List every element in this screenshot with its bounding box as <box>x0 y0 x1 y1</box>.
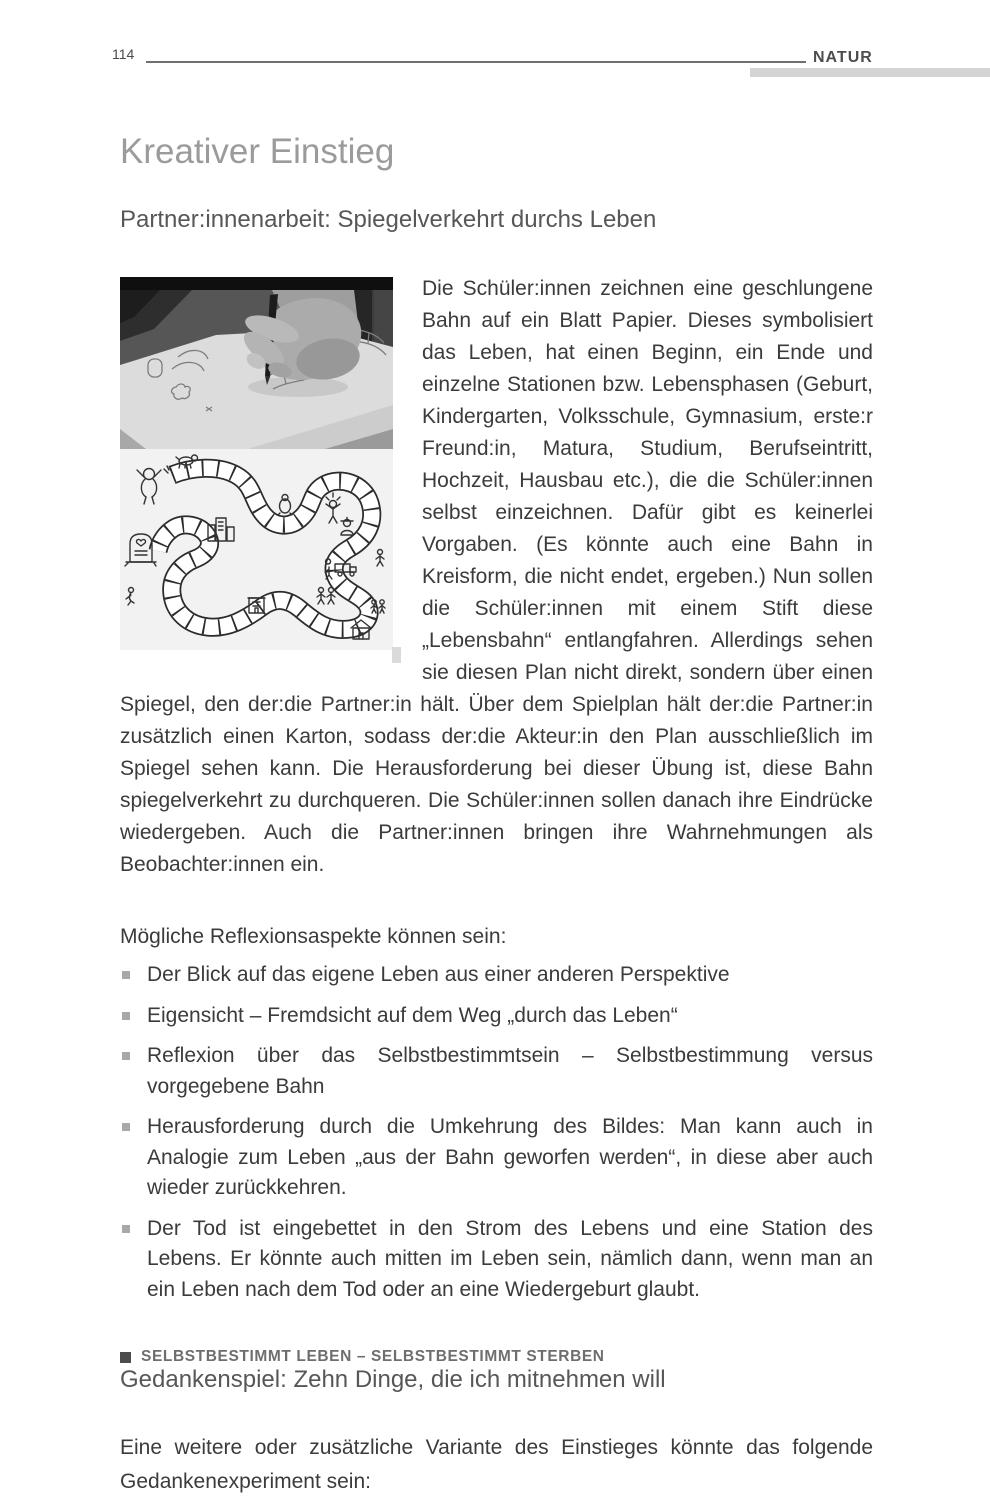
section-heading-2: Gedankenspiel: Zehn Dinge, die ich mitnehmen will <box>120 1366 666 1393</box>
intro-section <box>120 273 873 881</box>
intro-paragraph: Die Schüler:innen zeichnen eine geschlungene Bahn auf ein Blatt Papier. Dieses symbolisiert das Leben, hat einen Beginn, ein Ende und einzelne Stationen bzw. Lebensphasen (Geburt, Kindergarten, Volksschule, Gymnasium, erste:r Freund:in, Matura, Studium, Berufseintritt, Hochzeit, Hausbau etc.), die die Schüler:innen selbst einzeichnen. Dafür gibt es keinerlei Vorgaben. (Es könnte auch eine Bahn in Kreisform, die nicht endet, ergeben.) Nun sollen die Schüler:innen mit einem Stift diese „Lebensbahn“ entlangfahren. Allerdings sehen sie diesen Plan nicht direkt, sondern über einen Spiegel, den der:die Partner:in hält. Über dem Spielplan hält der:die Partner:in zusätzlich einen Karton, sodass der:die Akteur:in den Plan ausschließlich im Spiegel sehen kann. Die Herausforderung bei dieser Übung ist, diese Bahn spiegelverkehrt zu durchqueren. Die Schüler:innen sollen danach ihre Eindrücke wiedergeben. Auch die Partner:innen bringen ihre Wahrnehmungen als Beobachter:innen ein. <box>120 277 873 876</box>
variant-paragraph: Eine weitere oder zusätzliche Variante des Einstieges könnte das folgende Gedankenexperiment sein: <box>120 1436 873 1493</box>
footer-label: SELBSTBESTIMMT LEBEN – SELBSTBESTIMMT STERBEN <box>141 1348 605 1365</box>
page-title: Kreativer Einstieg <box>120 132 395 171</box>
hand-drawing-photo <box>120 277 393 449</box>
list-item: Eigensicht – Fremdsicht auf dem Weg „durch das Leben“ <box>120 1001 873 1032</box>
page-number: 114 <box>112 46 135 62</box>
list-item: Der Tod ist eingebettet in den Strom des Lebens und eine Station des Lebens. Er könnte auch mitten im Leben sein, nämlich dann, wenn man an ein Leben nach dem Tod oder an eine Wiedergeburt glaubt. <box>120 1214 873 1306</box>
page-footer <box>120 1348 605 1366</box>
list-item: Reflexion über das Selbstbestimmtsein – Selbstbestimmung versus vorgegebene Bahn <box>120 1041 873 1102</box>
reflection-intro: Mögliche Reflexionsaspekte können sein: <box>120 925 507 948</box>
reflection-list <box>120 960 873 1305</box>
list-item: Herausforderung durch die Umkehrung des Bildes: Man kann auch in Analogie zum Leben „aus der Bahn geworfen werden“, in diese aber auch wieder zurückkehren. <box>120 1112 873 1204</box>
figure-edge-tab <box>392 647 401 663</box>
section-heading: Partner:innenarbeit: Spiegelverkehrt durchs Leben <box>120 206 657 233</box>
life-path-illustration <box>120 449 393 650</box>
list-item: Der Blick auf das eigene Leben aus einer anderen Perspektive <box>120 960 873 991</box>
footer-square-bullet-icon <box>120 1352 131 1363</box>
figure <box>120 277 393 650</box>
main-content <box>120 0 873 1499</box>
section-label: NATUR <box>813 49 873 66</box>
